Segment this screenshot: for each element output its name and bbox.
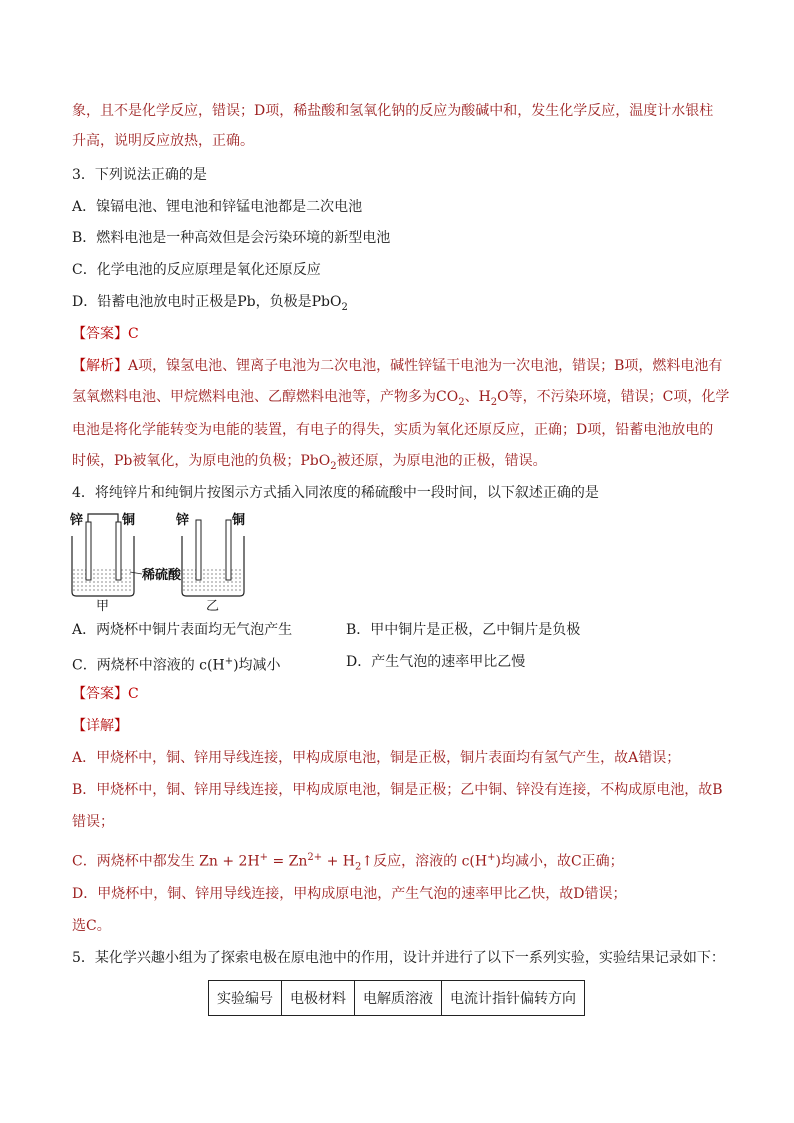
label-copper-right: 铜 — [232, 513, 246, 528]
q3-analysis-line4 — [72, 451, 547, 477]
acid-leader-line — [130, 572, 142, 574]
label-beaker-yi: 乙 — [206, 599, 220, 612]
beaker-yi — [182, 520, 244, 596]
q3-analysis-text4b: 被还原，为原电池的正极，错误。 — [336, 453, 547, 469]
label-dilute-acid: 稀硫酸 — [142, 568, 182, 583]
q5-stem: 5．某化学兴趣小组为了探索电极在原电池中的作用，设计并进行了以下一系列实验，实验结果记录如下： — [72, 950, 725, 966]
q4-detail-c-text: C．两烧杯中都发生 Zn + 2H — [72, 853, 260, 870]
q3-option-a: A．镍镉电池、锂电池和锌锰电池都是二次电池 — [72, 199, 363, 215]
q4-answer-value: C — [128, 686, 139, 702]
q4-answer-label: 【答案】 — [72, 686, 128, 702]
q4-detail-c-post2: )均减小，故C正确； — [495, 853, 624, 870]
q3-option-d-text: D．铅蓄电池放电时正极是Pb，负极是PbO — [72, 294, 342, 310]
label-zinc-right: 锌 — [176, 513, 190, 528]
q3-option-b: B．燃料电池是一种高效但是会污染环境的新型电池 — [72, 230, 391, 246]
q4-detail-c-sup3: + — [487, 852, 496, 863]
q3-analysis-line2 — [72, 387, 729, 413]
q3-analysis-text2c: O等，不污染环境，错误；C项，化学 — [497, 389, 730, 405]
q4-detail-c — [72, 848, 624, 877]
q4-answer — [72, 684, 139, 704]
q3-analysis-line1 — [72, 356, 722, 376]
q4-detail-c-mid2: + H — [322, 853, 356, 870]
q4-detail-b1: B．甲烧杯中，铜、锌用导线连接，甲构成原电池，铜是正极；乙中铜、锌没有连接，不构成原电池，故B — [72, 782, 723, 798]
table-header-cell: 实验编号 — [209, 981, 282, 1016]
table-header-cell: 电解质溶液 — [355, 981, 442, 1016]
q3-stem: 3．下列说法正确的是 — [72, 167, 207, 183]
q3-analysis-text2a: 氢氧燃料电池、甲烷燃料电池、乙醇燃料电池等，产物多为CO — [72, 389, 459, 405]
q4-detail-c-mid1: = Zn — [268, 853, 308, 870]
q3-option-c: C．化学电池的反应原理是氧化还原反应 — [72, 262, 321, 278]
experiment-table — [208, 980, 585, 1016]
q3-option-d — [72, 292, 348, 318]
q4-detail-c-sub: 2 — [355, 861, 362, 873]
q3-analysis-line3: 电池是将化学能转变为电能的装置，有电子的得失，实质为氧化还原反应，正确；D项，铅蓄电池放电的 — [72, 422, 714, 438]
q4-option-c-sup: + — [224, 656, 234, 667]
q3-analysis-sub1: 2 — [458, 396, 465, 408]
q4-detail-d: D．甲烧杯中，铜、锌用导线连接，甲构成原电池，产生气泡的速率甲比乙快，故D错误； — [72, 886, 627, 902]
prev-explanation-line1: 象，且不是化学反应，错误；D项，稀盐酸和氢氧化钠的反应为酸碱中和，发生化学反应，温度计水银柱 — [72, 103, 714, 119]
label-beaker-jia: 甲 — [96, 599, 110, 612]
q3-analysis-sub4: 2 — [330, 460, 337, 472]
q4-stem: 4．将纯锌片和纯铜片按图示方式插入同浓度的稀硫酸中一段时间，以下叙述正确的是 — [72, 485, 599, 501]
table-header-cell: 电极材料 — [282, 981, 355, 1016]
table-header-cell: 电流计指针偏转方向 — [442, 981, 585, 1016]
q4-detail-label: 【详解】 — [72, 718, 128, 734]
q4-detail-a: A．甲烧杯中，铜、锌用导线连接，甲构成原电池，铜是正极，铜片表面均有氢气产生，故A错误； — [72, 750, 681, 766]
beaker-figure — [70, 512, 260, 612]
q3-answer-label: 【答案】 — [72, 326, 128, 342]
q3-analysis-text4a: 时候，Pb被氧化，为原电池的负极；PbO — [72, 453, 331, 469]
q3-answer-value: C — [128, 326, 139, 342]
q4-detail-c-post1: ↑反应，溶液的 c(H — [361, 853, 488, 870]
q4-detail-c-sup2: 2+ — [307, 852, 323, 863]
q4-detail-c-sup1: + — [259, 852, 269, 863]
q3-analysis-sub2: 2 — [490, 396, 498, 408]
q4-option-a: A．两烧杯中铜片表面均无气泡产生 — [72, 622, 293, 638]
q3-analysis-text2b: 、H — [464, 389, 491, 405]
q4-conclusion: 选C。 — [72, 918, 111, 934]
label-copper-left: 铜 — [122, 513, 136, 528]
table-header-row — [209, 981, 585, 1016]
label-zinc-left: 锌 — [70, 513, 84, 528]
prev-explanation-line2: 升高，说明反应放热，正确。 — [72, 133, 254, 149]
q4-option-c-tail: )均减小 — [233, 657, 281, 674]
q4-option-c-text: C．两烧杯中溶液的 c(H — [72, 657, 225, 674]
q4-option-d: D．产生气泡的速率甲比乙慢 — [346, 654, 526, 670]
q4-option-b: B．甲中铜片是正极，乙中铜片是负极 — [346, 622, 581, 638]
q3-answer — [72, 324, 139, 344]
q3-analysis-label: 【解析】 — [72, 358, 128, 374]
q3-option-d-sub: 2 — [341, 301, 348, 313]
q4-option-c — [72, 652, 281, 676]
q3-analysis-text1: A项，镍氢电池、锂离子电池为二次电池，碱性锌锰干电池为一次电池，错误；B项，燃料电池有 — [128, 358, 723, 374]
q4-detail-b2: 错误； — [72, 814, 114, 830]
